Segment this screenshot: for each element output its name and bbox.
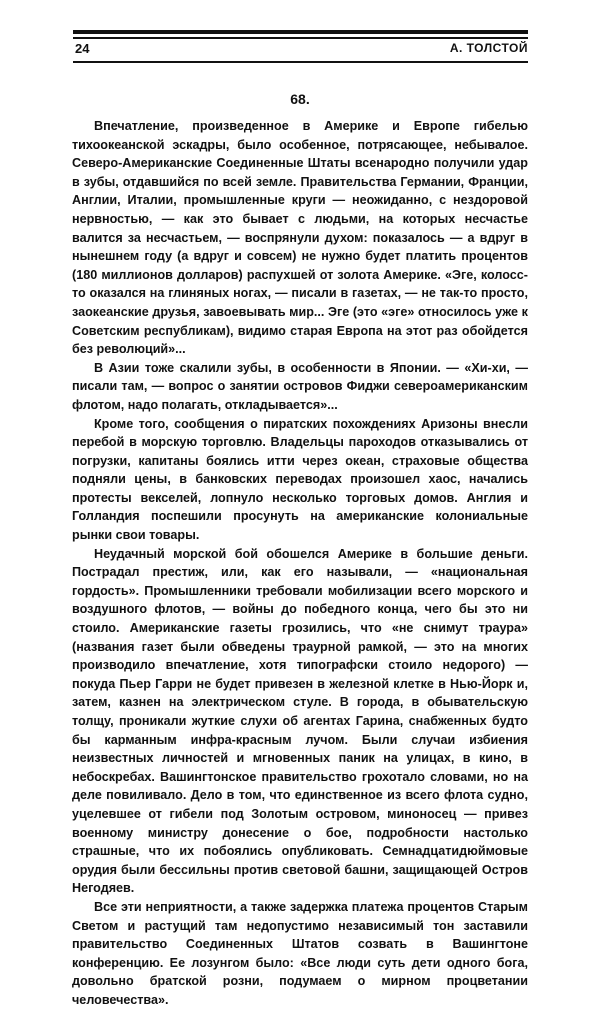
paragraph-2: В Азии тоже скалили зубы, в особенности в Японии. — «Хи-хи, — писали там, — вопрос о занятии островов Фиджи североамериканским флотом, надо полагать, откладывается»... <box>72 360 528 412</box>
running-head <box>73 41 528 59</box>
paragraph-1: Впечатление, произведенное в Америке и Европе гибелью тихоокеанской эскадры, было особенное, потрясающее, небывалое. Северо-Американские Соединенные Штаты всенародно получили удар в зубы, отдавшийся по всей земле. Правительства Германии, Франции, Англии, Италии, промышленные круги — неожиданно, с нездоровой нервностью, — как это бывает с людьми, на которых несчастье валится за несчастьем, — воспрянули духом: показалось — а вдруг в нынешнем году (а вдруг и совсем) не нужно будет платить процентов (180 миллионов долларов) распухшей от золота Америке. «Эге, колосс-то оказался на глиняных ногах, — писали в газетах, — не так-то просто, заокеанские друзья, завоевывать мир... Эге (это «эге» относилось уже к Советским республикам), видимо старая Европа на этот раз обойдется без революций»... <box>72 119 528 357</box>
header-rule-thin <box>73 37 528 39</box>
paragraph-4: Неудачный морской бой обошелся Америке в большие деньги. Пострадал престиж, или, как его называли, — «национальная гордость». Промышленники требовали мобилизации всего морского и воздушного флотов, — войны до победного конца, чего бы это ни стоило. Американские газеты грозились, что «не снимут траура» (названия газет были обведены траурной рамкой, — это на многих производило впечатление, хотя типографски стоило недорого) — покуда Пьер Гарри не будет привезен в железной клетке в Нью-Йорк и, затем, казнен на электрическом стуле. В города, в обывательскую толщу, проникали жуткие слухи об агентах Гарина, снабженных будто бы карманным инфра-красным лучом. Были случаи избиения неизвестных личностей и мгновенных паник на улицах, в кино, в небоскребах. Вашингтонское правительство грохотало словами, но на деле повиливало. Дело в том, что единственное из всего флота судно, уцелевшее от гибели под Золотым островом, миноносец — привез военному министру донесение о бое, подробности настолько страшные, что их побоялись опубликовать. Семнадцатидюймовые орудия были бессильны против световой башни, защищающей Остров Негодяев. <box>72 546 528 896</box>
body-text <box>72 117 528 1010</box>
chapter-number: 68. <box>290 91 310 107</box>
page-number: 24 <box>75 41 90 56</box>
header-rule-under <box>73 61 528 63</box>
paragraph-3: Кроме того, сообщения о пиратских похождениях Аризоны внесли перебой в морскую торговлю. Владельцы пароходов отказывались от погрузки, капитаны боялись итти через океан, страховые общества подняли цены, в банковских переводах произошел хаос, начались протесты векселей, лопнуло несколько торговых домов. Англия и Голландия поспешили просунуть на американские колониальные рынки свои товары. <box>72 416 528 543</box>
paragraph-5: Все эти неприятности, а также задержка платежа процентов Старым Светом и растущий там недопустимо независимый тон заставили правительство Соединенных Штатов созвать в Вашингтоне конференцию. Ее лозунгом было: «Все люди суть дети одного бога, довольно братской розни, подумаем о мирном процветании человечества». <box>72 899 528 1007</box>
header-author: А. ТОЛСТОЙ <box>449 41 528 55</box>
header-rule-thick <box>73 30 528 34</box>
